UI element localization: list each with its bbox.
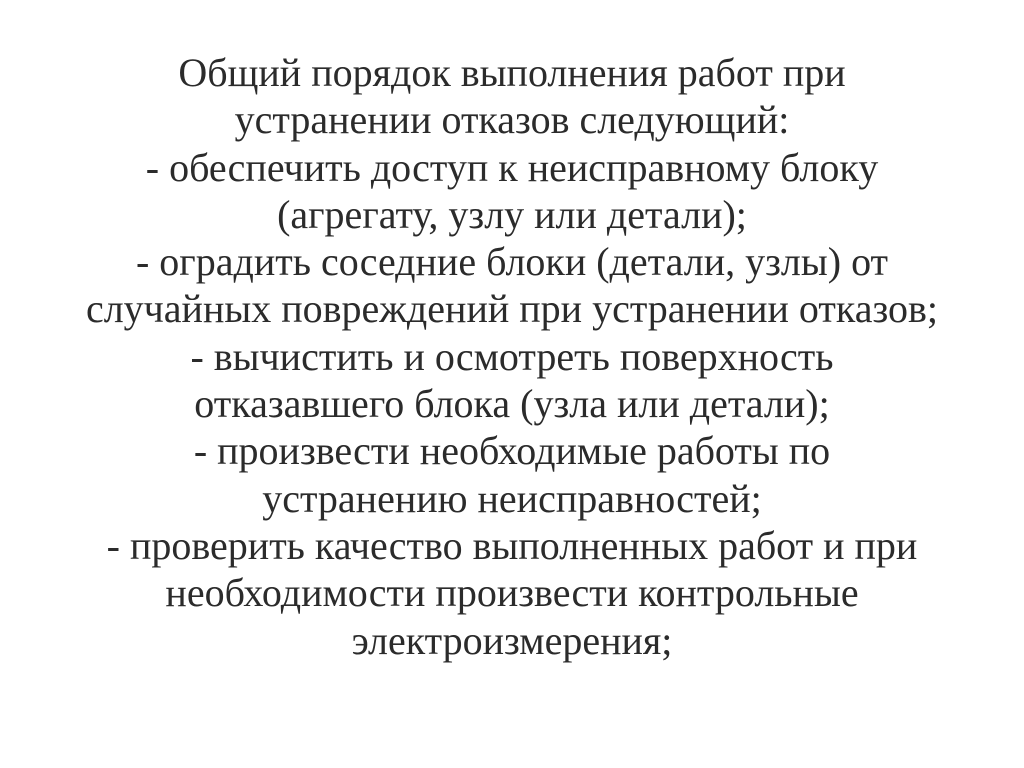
text-line: - вычистить и осмотреть поверхность bbox=[190, 333, 834, 379]
slide-body-text bbox=[0, 49, 1024, 664]
text-line: - обеспечить доступ к неисправному блоку bbox=[145, 144, 879, 190]
text-line: - проверить качество выполненных работ и при bbox=[106, 522, 918, 568]
text-line: устранении отказов следующий: bbox=[234, 97, 790, 143]
text-line: устранению неисправностей; bbox=[262, 475, 762, 521]
text-line: - оградить соседние блоки (детали, узлы) от bbox=[135, 239, 889, 285]
text-line: случайных повреждений при устранении отказов; bbox=[85, 286, 939, 332]
text-line: Общий порядок выполнения работ при bbox=[178, 50, 846, 95]
text-line: необходимости произвести контрольные bbox=[165, 570, 859, 616]
text-line: отказавшего блока (узла или детали); bbox=[194, 381, 830, 427]
text-line: электроизмерения; bbox=[351, 617, 673, 663]
text-line: - произвести необходимые работы по bbox=[193, 428, 831, 474]
text-line: (агрегату, узлу или детали); bbox=[277, 191, 747, 237]
